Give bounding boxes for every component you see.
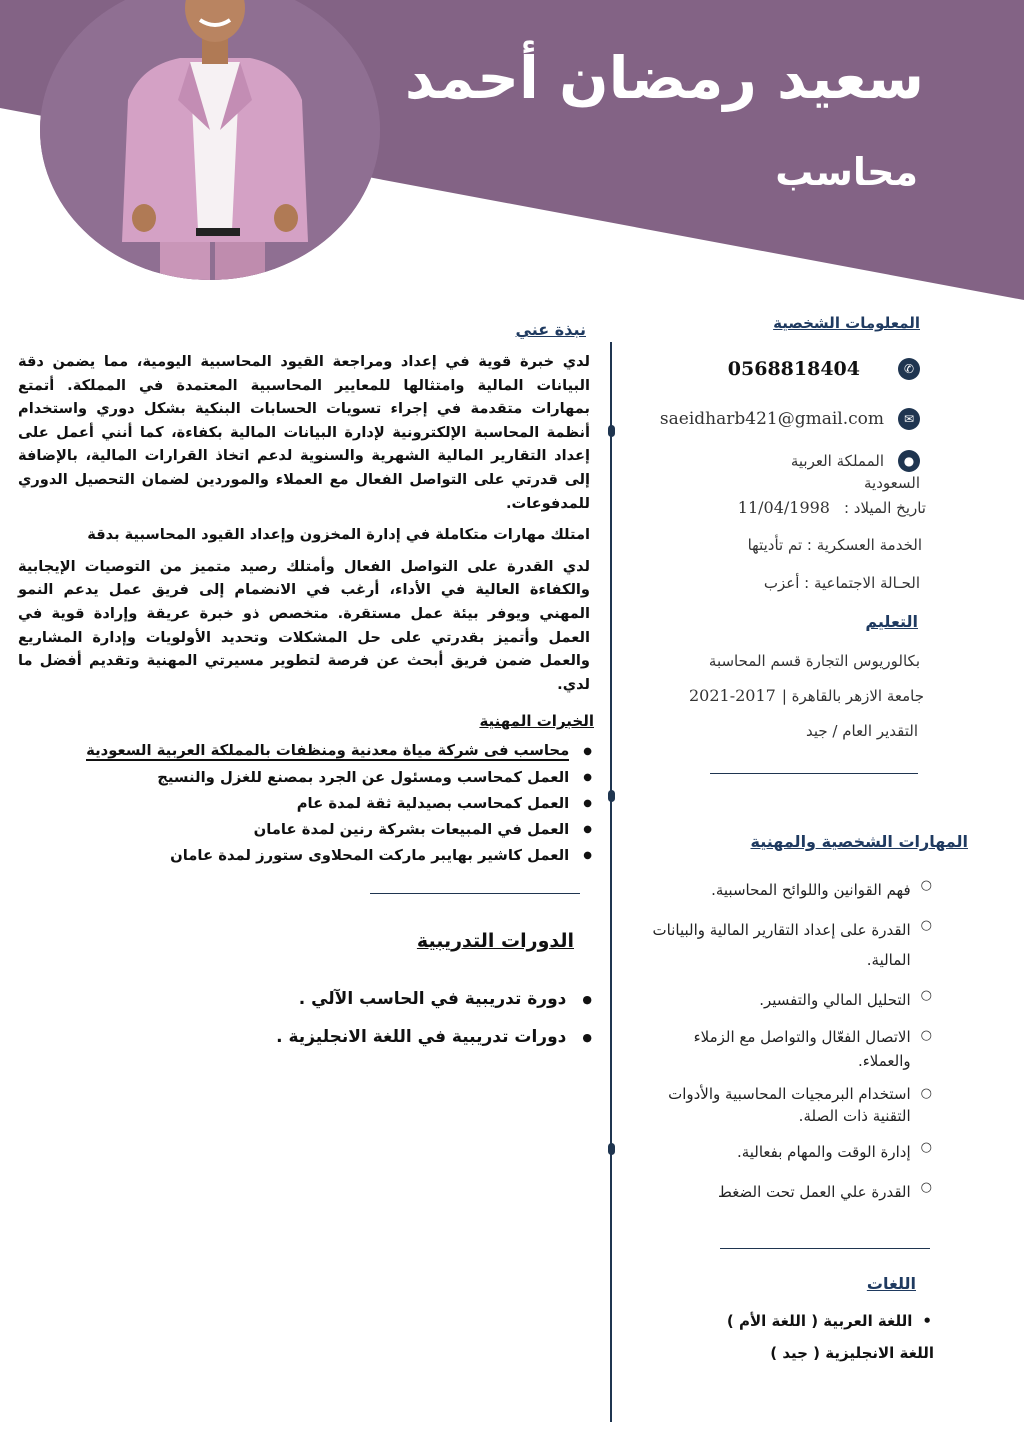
- section-separator: [370, 893, 580, 894]
- marital-status: الحـالة الاجتماعية : أعزب: [763, 574, 920, 592]
- country-line: المملكة العربية: [790, 452, 884, 470]
- experience-list: [86, 738, 592, 868]
- circle-bullet-icon: ○: [920, 1140, 932, 1155]
- experience-text: محاسب فى شركة مياة معدنية ومنظفات بالمملكة العربية السعودية: [86, 741, 570, 759]
- divider-dot: [608, 425, 615, 437]
- experience-heading: الخبرات المهنية: [479, 712, 594, 730]
- skill-text: التحليل المالي والتفسير.: [759, 991, 911, 1009]
- section-separator: [720, 1248, 930, 1249]
- about-paragraph: امتلك مهارات متكاملة في إدارة المخزون وإعداد القيود المحاسبية بدقة: [87, 526, 590, 544]
- courses-list: [276, 980, 592, 1056]
- phone-number: 0568818404: [727, 358, 860, 380]
- bullet-icon: ●: [583, 797, 592, 809]
- course-text: دورة تدريبية في الحاسب الآلي .: [298, 989, 567, 1009]
- bullet-icon: ●: [583, 745, 592, 757]
- education-university-row: [689, 686, 924, 705]
- phone-icon: ✆: [898, 358, 920, 380]
- bullet-icon: ●: [583, 771, 592, 783]
- divider-dot: [608, 1143, 615, 1155]
- experience-text: العمل كاشير بهايبر ماركت المحلاوى ستورز لمدة عامان: [170, 846, 570, 864]
- languages-heading: اللغات: [866, 1274, 916, 1293]
- experience-text: العمل في المبيعات بشركة رنين لمدة عامان: [253, 820, 570, 838]
- education-grade: التقدير العام / جيد: [805, 722, 918, 740]
- experience-item: [86, 764, 592, 790]
- birth-row: [738, 498, 926, 517]
- circle-bullet-icon: ○: [920, 918, 932, 933]
- email-address[interactable]: saeidharb421@gmail.com: [659, 409, 884, 429]
- experience-item: [86, 738, 592, 764]
- about-text: [18, 350, 590, 704]
- skill-text: استخدام البرمجيات المحاسبية والأدوات التقنية ذات الصلة.: [668, 1085, 911, 1125]
- personal-info-heading: المعلومات الشخصية: [773, 314, 920, 332]
- course-text: دورات تدريبية في اللغة الانجليزية .: [276, 1027, 567, 1047]
- language-item: [770, 1344, 934, 1362]
- bullet-icon: ●: [583, 849, 592, 861]
- experience-item: [86, 790, 592, 816]
- person-name: سعيد رمضان أحمد: [404, 44, 924, 112]
- bullet-icon: ●: [583, 823, 592, 835]
- education-years: 2021-2017: [688, 686, 776, 705]
- mail-icon: ✉: [898, 408, 920, 430]
- skill-item: [652, 915, 932, 975]
- skill-text: فهم القوانين واللوائح المحاسبية.: [711, 881, 911, 899]
- bullet-icon: ●: [582, 992, 592, 1006]
- skill-item: [652, 1025, 932, 1073]
- military-status: الخدمة العسكرية : تم تأديتها: [747, 536, 922, 554]
- experience-text: العمل كمحاسب ومسئول عن الجرد بمصنع للغزل والنسيج: [157, 768, 570, 786]
- language-item: [727, 1312, 932, 1330]
- circle-bullet-icon: ○: [920, 988, 932, 1003]
- language-text: اللغة الانجليزية ( جيد ): [770, 1344, 934, 1362]
- skill-item: [652, 1177, 932, 1207]
- skill-text: القدرة علي العمل تحت الضغط: [718, 1183, 911, 1201]
- email-row: [660, 408, 920, 430]
- about-paragraph: لدي القدرة على التواصل الفعال وأمتلك رصيد متميز من التوصيات الإيجابية والكفاءة العالية في الأداء، أرغب في الانضمام إلى فريق عمل يدعم النمو المهني ويوفر بيئة عمل مستقرة. متخصص ذو خبرة عريقة وإرادة قوية في العمل وأتميز بقدرتي على حل المشكلات وتحديد الأولويات وإدارة المشاريع والعمل ضمن فريق أبحث عن فرصة لتطوير مسيرتي المهنية وتقديم أفضل ما لدي.: [18, 557, 590, 693]
- course-item: [276, 1018, 592, 1056]
- education-heading: التعليم: [865, 612, 918, 631]
- location-row: [791, 450, 920, 472]
- section-separator: [710, 773, 918, 774]
- experience-text: العمل كمحاسب بصيدلية ثقة لمدة عام: [296, 794, 570, 812]
- phone-row: [728, 358, 920, 380]
- about-paragraph: لدي خبرة قوية في إعداد ومراجعة القيود المحاسبية اليومية، مما يضمن دقة البيانات المالية وامتثالها للمعايير المحاسبية المعتمدة في المملكة. أتمتع بمهارات متقدمة في إجراء تسويات الحسابات البنكية بشكل دوري واستخدام أنظمة المحاسبة الإلكترونية لإدارة البيانات المالية بكفاءة، كما أنني أعمل على إعداد التقارير المالية الشهرية والسنوية لدعم اتخاذ القرارات المالية، بالإضافة إلى قدرتي على التواصل الفعال مع العملاء والموردين لضمان التحصيل الدوري للمدفوعات.: [18, 353, 590, 512]
- circle-bullet-icon: ○: [920, 1180, 932, 1195]
- bullet-icon: ●: [582, 1030, 592, 1044]
- skill-text: إدارة الوقت والمهام بفعالية.: [736, 1143, 911, 1161]
- circle-bullet-icon: ○: [920, 1086, 932, 1101]
- bullet-icon: •: [922, 1312, 932, 1330]
- divider-dot: [608, 790, 615, 802]
- courses-heading: الدورات التدريبية: [416, 930, 574, 952]
- birth-label: تاريخ الميلاد :: [843, 498, 926, 517]
- skill-item: [652, 875, 932, 905]
- about-heading: نبذة عني: [515, 320, 586, 339]
- circle-bullet-icon: ○: [920, 878, 932, 893]
- skill-item: [652, 1083, 932, 1127]
- experience-item: [86, 842, 592, 868]
- skill-text: القدرة على إعداد التقارير المالية والبيانات المالية.: [652, 921, 911, 969]
- circle-bullet-icon: ○: [920, 1028, 932, 1043]
- skills-list: [652, 875, 932, 1217]
- birth-date: 11/04/1998: [737, 498, 830, 517]
- country-line-cont: السعودية: [863, 474, 920, 492]
- location-pin-icon: ●: [898, 450, 920, 472]
- experience-item: [86, 816, 592, 842]
- skill-item: [652, 1137, 932, 1167]
- education-university: جامعة الازهر بالقاهرة |: [781, 686, 924, 705]
- course-item: [276, 980, 592, 1018]
- skills-heading: المهارات الشخصية والمهنية: [750, 832, 968, 851]
- language-text: اللغة العربية ( اللغة الأم ): [726, 1312, 913, 1330]
- skill-item: [652, 985, 932, 1015]
- column-divider: [610, 342, 612, 1422]
- education-degree: بكالوريوس التجارة قسم المحاسبة: [708, 652, 920, 670]
- skill-text: الاتصال الفعّال والتواصل مع الزملاء والعملاء.: [693, 1028, 911, 1070]
- job-title: محاسب: [775, 150, 918, 194]
